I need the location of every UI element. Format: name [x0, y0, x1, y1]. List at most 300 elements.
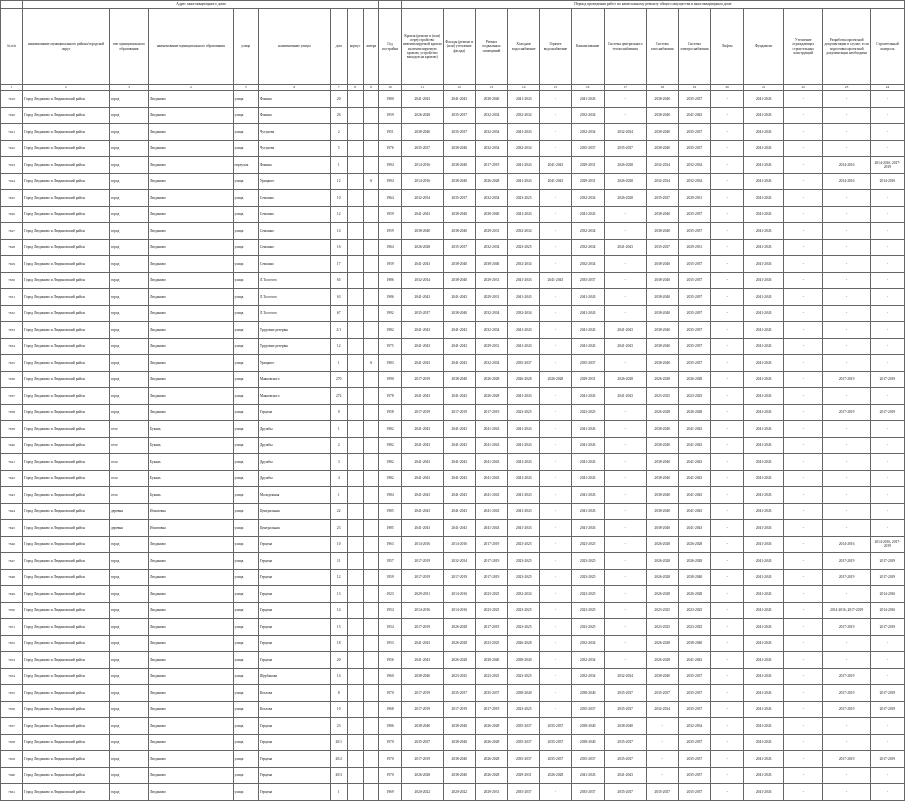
column-number: 3 [109, 85, 148, 91]
cell-gas: 2038-2040 [646, 470, 678, 487]
cell-l [363, 305, 379, 322]
column-header: Система электроснабжения [678, 9, 711, 85]
cell-heat: 2041-2043 [604, 239, 646, 256]
cell-m: Людиново [148, 107, 233, 124]
cell-san: 2032-2034 [571, 223, 604, 240]
cell-t: город [109, 91, 148, 108]
cell-l [363, 569, 379, 586]
cell-roof: 2041-2043 [401, 487, 443, 504]
cell-sk: - [870, 718, 904, 735]
cell-pd: - [823, 652, 871, 669]
cell-el: 2026-2028 [678, 536, 711, 553]
table-row [1, 619, 905, 636]
table-row [1, 586, 905, 603]
cell-h: 14 [330, 223, 347, 240]
cell-y: 1985 [379, 503, 401, 520]
cell-gas: - [646, 767, 678, 784]
cell-sn: Герцена [258, 536, 330, 553]
cell-h: 13 [330, 586, 347, 603]
cell-fac: 2038-2040 [443, 272, 475, 289]
cell-lift: - [711, 388, 744, 405]
cell-m: Людиново [148, 404, 233, 421]
cell-fac: 2038-2040 [443, 371, 475, 388]
cell-lift: - [711, 173, 744, 190]
cell-fnd: 2041-2043 [744, 553, 784, 570]
cell-san: 2023-2025 [571, 536, 604, 553]
cell-fnd: 2041-2043 [744, 536, 784, 553]
table-row [1, 322, 905, 339]
cell-id: 7650 [1, 602, 23, 619]
cell-el: 2026-2028 [678, 586, 711, 603]
cell-sk: 2017-2019 [870, 569, 904, 586]
cell-bas: 2041-2043 [475, 487, 508, 504]
cell-el: 2041-2043 [678, 652, 711, 669]
cell-fnd: 2041-2043 [744, 734, 784, 751]
cell-el: 2035-2037 [678, 767, 711, 784]
cell-el: 2035-2037 [678, 322, 711, 339]
cell-pd: 2014-2016 [823, 173, 871, 190]
cell-y: 1923 [379, 586, 401, 603]
cell-t: город [109, 569, 148, 586]
cell-pd: - [823, 322, 871, 339]
cell-t: город [109, 107, 148, 124]
cell-roof: 2035-2037 [401, 140, 443, 157]
cell-el: 2041-2043 [678, 470, 711, 487]
cell-st: улица [233, 586, 258, 603]
header-empty [379, 1, 401, 9]
column-number: 13 [475, 85, 508, 91]
cell-lift: - [711, 289, 744, 306]
cell-t: город [109, 734, 148, 751]
cell-roof: 2017-2019 [401, 569, 443, 586]
cell-m: Людиново [148, 355, 233, 372]
cell-bas: 2032-2034 [475, 322, 508, 339]
cell-el: 2041-2043 [678, 437, 711, 454]
cell-k [347, 388, 363, 405]
cell-sk: - [870, 190, 904, 207]
cell-hw: - [540, 239, 572, 256]
cell-lift: - [711, 635, 744, 652]
cell-pd: 2017-2019 [823, 685, 871, 702]
table-row [1, 272, 905, 289]
cell-el: 2035-2037 [678, 338, 711, 355]
column-header: Система газоснабжения [646, 9, 678, 85]
cell-bas: 2017-2019 [475, 701, 508, 718]
cell-heat: - [604, 206, 646, 223]
cell-l [363, 272, 379, 289]
cell-gas: 2038-2040 [646, 421, 678, 438]
cell-st: улица [233, 536, 258, 553]
cell-sk: - [870, 784, 904, 801]
cell-pd: 2017-2019 [823, 569, 871, 586]
cell-san: 2032-2034 [571, 190, 604, 207]
cell-heat: 2041-2043 [604, 767, 646, 784]
cell-m: Людиново [148, 685, 233, 702]
cell-fnd: 2041-2043 [744, 140, 784, 157]
cell-district: Город Людиново и Людиновский район [23, 536, 110, 553]
cell-san: 2041-2043 [571, 767, 604, 784]
cell-gas: 2038-2040 [646, 305, 678, 322]
cell-st: улица [233, 784, 258, 801]
cell-gas: 2038-2040 [646, 206, 678, 223]
cell-cw: 2032-2034 [508, 586, 540, 603]
cell-t: город [109, 239, 148, 256]
cell-ins: - [784, 322, 823, 339]
cell-district: Город Людиново и Людиновский район [23, 602, 110, 619]
cell-l [363, 388, 379, 405]
cell-district: Город Людиново и Людиновский район [23, 751, 110, 768]
cell-k [347, 734, 363, 751]
cell-ins: - [784, 388, 823, 405]
column-header: литера [363, 9, 379, 85]
cell-m: Букань [148, 437, 233, 454]
cell-fnd: 2041-2043 [744, 718, 784, 735]
cell-el: 2035-2037 [678, 223, 711, 240]
cell-district: Город Людиново и Людиновский район [23, 635, 110, 652]
cell-id: 7630 [1, 272, 23, 289]
cell-lift: - [711, 767, 744, 784]
cell-bas: 2017-2019 [475, 569, 508, 586]
cell-hw: - [540, 124, 572, 141]
cell-id: 7640 [1, 437, 23, 454]
column-number: 24 [870, 85, 904, 91]
cell-pd: - [823, 206, 871, 223]
cell-y: 1990 [379, 371, 401, 388]
cell-cw: 2041-2043 [508, 91, 540, 108]
cell-m: Людиново [148, 223, 233, 240]
cell-hw: 2041-2043 [540, 272, 572, 289]
cell-sk: 2014-2016, 2017-2019 [870, 157, 904, 174]
cell-heat: - [604, 305, 646, 322]
cell-st: улица [233, 190, 258, 207]
cell-fac: 2041-2043 [443, 470, 475, 487]
cell-l [363, 157, 379, 174]
cell-t: деревня [109, 520, 148, 537]
cell-id: 7652 [1, 635, 23, 652]
cell-sk: - [870, 107, 904, 124]
cell-sk: - [870, 272, 904, 289]
cell-pd: 2017-2019 [823, 371, 871, 388]
cell-lift: - [711, 256, 744, 273]
cell-district: Город Людиново и Людиновский район [23, 437, 110, 454]
cell-sn: Центральная [258, 503, 330, 520]
cell-ins: - [784, 223, 823, 240]
cell-pd: - [823, 107, 871, 124]
cell-sn: Чугунова [258, 140, 330, 157]
cell-l [363, 190, 379, 207]
cell-k [347, 338, 363, 355]
table-body [1, 91, 905, 801]
cell-lift: - [711, 124, 744, 141]
cell-fnd: 2041-2043 [744, 437, 784, 454]
cell-fnd: 2041-2043 [744, 355, 784, 372]
cell-district: Город Людиново и Людиновский район [23, 322, 110, 339]
cell-pd: - [823, 190, 871, 207]
cell-cw: 2023-2025 [508, 602, 540, 619]
cell-sk: 2017-2019 [870, 685, 904, 702]
cell-l [363, 619, 379, 636]
cell-lift: - [711, 470, 744, 487]
cell-hw: - [540, 355, 572, 372]
cell-district: Город Людиново и Людиновский район [23, 239, 110, 256]
cell-hw: - [540, 223, 572, 240]
cell-district: Город Людиново и Людиновский район [23, 157, 110, 174]
cell-fac: 2017-2019 [443, 404, 475, 421]
cell-fac: 2041-2043 [443, 388, 475, 405]
cell-l [363, 635, 379, 652]
cell-ins: - [784, 338, 823, 355]
cell-cw: 2041-2043 [508, 421, 540, 438]
cell-hw: 2041-2043 [540, 157, 572, 174]
cell-el: 2035-2037 [678, 701, 711, 718]
cell-bas: 2029-2031 [475, 784, 508, 801]
cell-fnd: 2041-2043 [744, 421, 784, 438]
cell-m: Людиново [148, 256, 233, 273]
cell-k [347, 322, 363, 339]
cell-roof: 2017-2019 [401, 685, 443, 702]
cell-cw: 2026-2028 [508, 371, 540, 388]
cell-t: село [109, 421, 148, 438]
cell-sn: Козлова [258, 701, 330, 718]
cell-lift: - [711, 404, 744, 421]
column-header: Разработка проектной документации в случае, если подготовка проектной документации необходима [823, 9, 871, 85]
cell-heat: 2026-2028 [604, 173, 646, 190]
cell-st: улица [233, 701, 258, 718]
cell-sk: 2014-2016 [870, 586, 904, 603]
cell-st: улица [233, 124, 258, 141]
cell-lift: - [711, 206, 744, 223]
cell-y: 1984 [379, 487, 401, 504]
cell-heat: 2035-2037 [604, 701, 646, 718]
cell-hw: - [540, 289, 572, 306]
cell-cw: 2023-2025 [508, 536, 540, 553]
cell-bas: 2041-2043 [475, 520, 508, 537]
cell-k [347, 520, 363, 537]
cell-y: 1959 [379, 569, 401, 586]
cell-roof: 2017-2019 [401, 371, 443, 388]
cell-fnd: 2041-2043 [744, 685, 784, 702]
cell-district: Город Людиново и Людиновский район [23, 173, 110, 190]
cell-heat: - [604, 355, 646, 372]
cell-m: Людиново [148, 718, 233, 735]
cell-cw: 2041-2043 [508, 520, 540, 537]
cell-m: Людиново [148, 272, 233, 289]
cell-heat: - [604, 454, 646, 471]
cell-l [363, 91, 379, 108]
cell-san: 2035-2037 [571, 140, 604, 157]
column-header: Канализование [571, 9, 604, 85]
cell-fnd: 2041-2043 [744, 652, 784, 669]
cell-h: 1 [330, 355, 347, 372]
cell-heat: - [604, 569, 646, 586]
cell-sk: - [870, 338, 904, 355]
cell-district: Город Людиново и Людиновский район [23, 404, 110, 421]
cell-h: 20 [330, 91, 347, 108]
cell-sn: Трудовые резервы [258, 322, 330, 339]
cell-pd: - [823, 338, 871, 355]
cell-san: 2041-2043 [571, 322, 604, 339]
cell-hw: 2026-2028 [540, 371, 572, 388]
cell-pd: - [823, 124, 871, 141]
cell-id: 7656 [1, 701, 23, 718]
cell-fnd: 2041-2043 [744, 487, 784, 504]
cell-district: Город Людиново и Людиновский район [23, 289, 110, 306]
cell-fac: 2038-2040 [443, 223, 475, 240]
column-number: 17 [604, 85, 646, 91]
cell-district: Город Людиново и Людиновский район [23, 355, 110, 372]
cell-st: улица [233, 404, 258, 421]
cell-cw: 2023-2025 [508, 404, 540, 421]
cell-sn: Козлова [258, 685, 330, 702]
cell-h: 10 [330, 190, 347, 207]
cell-roof: 2026-2028 [401, 107, 443, 124]
cell-bas: 2032-2034 [475, 190, 508, 207]
cell-sn: Л.Толстого [258, 289, 330, 306]
cell-heat: 2041-2043 [604, 322, 646, 339]
cell-fac: 2041-2043 [443, 322, 475, 339]
cell-id: 7643 [1, 487, 23, 504]
column-header: тип муниципального образования [109, 9, 148, 85]
cell-k [347, 470, 363, 487]
table-row [1, 668, 905, 685]
cell-y: 1986 [379, 718, 401, 735]
cell-l: А [363, 355, 379, 372]
cell-san: 2023-2025 [571, 569, 604, 586]
column-number: 1 [1, 85, 23, 91]
cell-pd: 2017-2019 [823, 751, 871, 768]
cell-fac: 2035-2037 [443, 239, 475, 256]
cell-district: Город Людиново и Людиновский район [23, 767, 110, 784]
cell-k [347, 668, 363, 685]
cell-gas: 2038-2040 [646, 338, 678, 355]
cell-sn: Герцена [258, 718, 330, 735]
cell-heat: - [604, 272, 646, 289]
cell-t: город [109, 124, 148, 141]
cell-k [347, 107, 363, 124]
cell-cw: 2032-2034 [508, 305, 540, 322]
cell-hw: - [540, 107, 572, 124]
cell-el: 2035-2037 [678, 140, 711, 157]
cell-ins: - [784, 91, 823, 108]
cell-fnd: 2041-2043 [744, 173, 784, 190]
cell-pd: - [823, 223, 871, 240]
cell-gas: 2035-2037 [646, 190, 678, 207]
cell-gas: 2026-2028 [646, 404, 678, 421]
column-number: 9 [363, 85, 379, 91]
cell-district: Город Людиново и Людиновский район [23, 454, 110, 471]
cell-sk: - [870, 487, 904, 504]
cell-bas: 2032-2034 [475, 305, 508, 322]
cell-h: 15 [330, 619, 347, 636]
cell-sk: - [870, 652, 904, 669]
header-empty [1, 1, 23, 9]
cell-cw: 2023-2025 [508, 619, 540, 636]
cell-cw: 2041-2043 [508, 470, 540, 487]
cell-cw: 2032-2034 [508, 223, 540, 240]
cell-fnd: 2041-2043 [744, 602, 784, 619]
cell-m: Игнатовка [148, 503, 233, 520]
cell-l [363, 454, 379, 471]
cell-pd: 2017-2019 [823, 701, 871, 718]
cell-h: 12 [330, 569, 347, 586]
table-row [1, 701, 905, 718]
column-number: 20 [711, 85, 744, 91]
cell-k [347, 701, 363, 718]
cell-k [347, 767, 363, 784]
cell-ins: - [784, 602, 823, 619]
cell-pd: - [823, 734, 871, 751]
cell-ins: - [784, 635, 823, 652]
cell-fac: 2038-2040 [443, 305, 475, 322]
cell-y: 1994 [379, 157, 401, 174]
cell-hw: - [540, 668, 572, 685]
cell-district: Город Людиново и Людиновский район [23, 619, 110, 636]
cell-fnd: 2041-2043 [744, 190, 784, 207]
cell-k [347, 239, 363, 256]
cell-sn: Семашко [258, 190, 330, 207]
cell-hw: - [540, 404, 572, 421]
cell-lift: - [711, 355, 744, 372]
cell-t: город [109, 190, 148, 207]
cell-st: улица [233, 635, 258, 652]
cell-st: улица [233, 767, 258, 784]
cell-roof: 2041-2043 [401, 421, 443, 438]
cell-san: 2032-2034 [571, 107, 604, 124]
cell-bas: 2038-2040 [475, 206, 508, 223]
cell-sn: Маяковского [258, 371, 330, 388]
cell-l [363, 223, 379, 240]
cell-sk: - [870, 767, 904, 784]
cell-k [347, 223, 363, 240]
cell-fac: 2038-2040 [443, 157, 475, 174]
cell-el: 2041-2043 [678, 520, 711, 537]
cell-cw: 2041-2043 [508, 437, 540, 454]
cell-bas: 2032-2034 [475, 124, 508, 141]
cell-heat: 2041-2043 [604, 388, 646, 405]
cell-id: 7645 [1, 520, 23, 537]
cell-roof: 2038-2040 [401, 718, 443, 735]
cell-st: улица [233, 289, 258, 306]
cell-cw: 2041-2043 [508, 503, 540, 520]
cell-st: улица [233, 734, 258, 751]
cell-t: город [109, 685, 148, 702]
cell-k [347, 140, 363, 157]
cell-ins: - [784, 685, 823, 702]
cell-cw: 2041-2043 [508, 157, 540, 174]
cell-ins: - [784, 536, 823, 553]
cell-h: 1 [330, 421, 347, 438]
cell-san: 2041-2043 [571, 454, 604, 471]
cell-fnd: 2041-2043 [744, 322, 784, 339]
cell-pd: 2017-2019 [823, 553, 871, 570]
cell-hw: - [540, 569, 572, 586]
cell-st: улица [233, 487, 258, 504]
cell-heat: - [604, 289, 646, 306]
cell-k [347, 256, 363, 273]
cell-san: 2041-2043 [571, 520, 604, 537]
cell-lift: - [711, 107, 744, 124]
cell-bas: 2041-2043 [475, 470, 508, 487]
column-header: Лифты [711, 9, 744, 85]
cell-ins: - [784, 140, 823, 157]
cell-h: 23 [330, 520, 347, 537]
cell-fac: 2026-2028 [443, 619, 475, 636]
cell-lift: - [711, 734, 744, 751]
cell-san: 2029-2031 [571, 371, 604, 388]
column-header: наименование муниципального района/городской округ [23, 9, 110, 85]
cell-ins: - [784, 239, 823, 256]
cell-lift: - [711, 586, 744, 603]
